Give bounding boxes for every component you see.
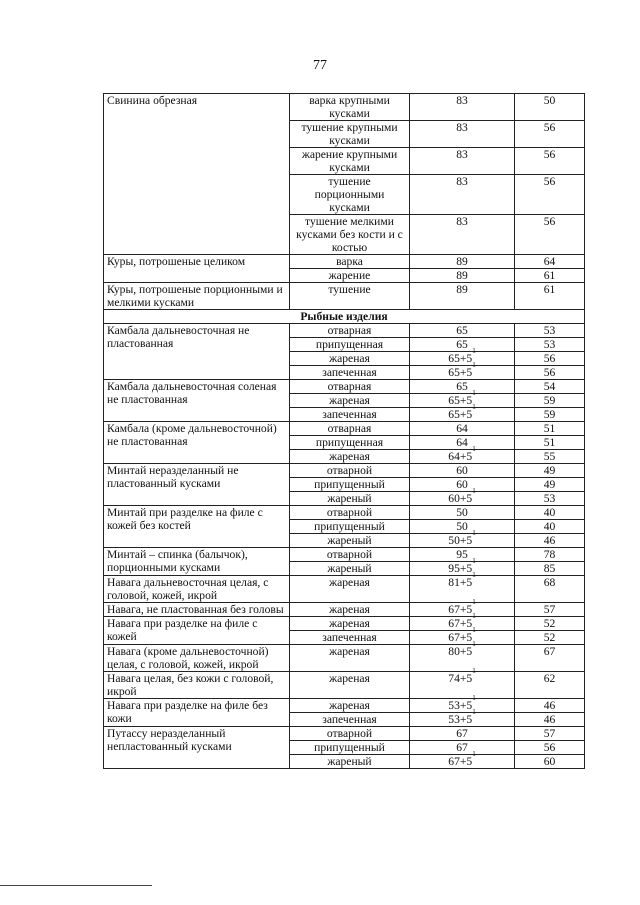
net-value-cell: 56: [515, 148, 585, 175]
gross-value: 53+5: [448, 713, 473, 726]
footnote-mark: 1: [472, 389, 476, 397]
gross-value-cell: [410, 520, 515, 534]
product-cell: Навага при разделке на филе с кожей: [104, 617, 290, 645]
cooking-method-cell: жареная: [290, 394, 410, 408]
gross-value: 67+5: [448, 603, 473, 616]
net-value-cell: 53: [515, 338, 585, 352]
section-title: Рыбные изделия: [104, 310, 585, 324]
gross-value: 50+5: [448, 534, 473, 547]
gross-value: 89: [456, 269, 468, 282]
net-value-cell: 50: [515, 94, 585, 121]
footnote-mark: 1: [472, 571, 476, 579]
cooking-method-cell: жареная: [290, 699, 410, 713]
net-value-cell: 40: [515, 520, 585, 534]
net-value-cell: 59: [515, 408, 585, 422]
footnote-mark: 1: [472, 529, 476, 537]
gross-value-cell: [410, 436, 515, 450]
gross-value-cell: [410, 694, 515, 713]
cooking-method-cell: жареный: [290, 755, 410, 769]
gross-value-cell: [410, 548, 515, 562]
gross-value-cell: [410, 215, 515, 255]
gross-value: 83: [456, 121, 468, 134]
gross-value: 67: [456, 727, 468, 740]
gross-value-cell: [410, 380, 515, 394]
product-cell: Камбала дальневосточная не пластованная: [104, 324, 290, 380]
footnote-mark: 1: [472, 612, 476, 620]
footnote-mark: 1: [472, 445, 476, 453]
product-cell: Куры, потрошеные целиком: [104, 255, 290, 283]
net-value-cell: 49: [515, 478, 585, 492]
gross-value-cell: [410, 640, 515, 672]
net-value-cell: 54: [515, 380, 585, 394]
yield-table: [103, 93, 585, 769]
gross-value: 67: [456, 741, 468, 754]
gross-value: 50: [456, 520, 468, 533]
cooking-method-cell: тушение мелкими кусками без кости и с костью: [290, 215, 410, 255]
cooking-method-cell: отварной: [290, 464, 410, 478]
table-row: [104, 672, 585, 699]
gross-value: 89: [456, 283, 468, 296]
cooking-method-cell: жареный: [290, 562, 410, 576]
footnote-mark: 1: [472, 557, 476, 565]
footnote-mark: 1: [472, 667, 476, 675]
product-cell: Путассу неразделанный непластованный кусками: [104, 727, 290, 769]
footnote-mark: 1: [472, 361, 476, 369]
yield-table-body: [104, 94, 585, 769]
cooking-method-cell: припущенная: [290, 338, 410, 352]
gross-value-cell: [410, 571, 515, 603]
net-value-cell: 85: [515, 562, 585, 576]
cooking-method-cell: жареная: [290, 576, 410, 603]
cooking-method-cell: тушение порционными кусками: [290, 175, 410, 215]
gross-value-cell: [410, 283, 515, 310]
cooking-method-cell: припущенный: [290, 478, 410, 492]
gross-value-cell: [410, 708, 515, 727]
net-value-cell: 56: [515, 215, 585, 255]
gross-value: 80+5: [448, 645, 473, 658]
footnote-mark: 1: [472, 708, 476, 716]
gross-value-cell: [410, 269, 515, 283]
net-value-cell: 56: [515, 741, 585, 755]
gross-value: 65+5: [448, 352, 473, 365]
net-value-cell: 68: [515, 576, 585, 603]
net-value-cell: 46: [515, 534, 585, 548]
cooking-method-cell: жареный: [290, 534, 410, 548]
table-row: [104, 422, 585, 436]
net-value-cell: 57: [515, 727, 585, 741]
gross-value-cell: [410, 727, 515, 741]
product-cell: Навага при разделке на филе без кожи: [104, 699, 290, 727]
gross-value-cell: [410, 598, 515, 617]
gross-value: 95: [456, 548, 468, 561]
footnote-rule: [0, 885, 152, 886]
gross-value: 60+5: [448, 492, 473, 505]
gross-value-cell: [410, 464, 515, 478]
gross-value: 64+5: [448, 450, 473, 463]
gross-value: 67+5: [448, 631, 473, 644]
gross-value-cell: [410, 478, 515, 492]
footnote-mark: 1: [472, 403, 476, 411]
gross-value-cell: [410, 347, 515, 366]
gross-value-cell: [410, 626, 515, 645]
gross-value-cell: [410, 389, 515, 408]
net-value-cell: 56: [515, 121, 585, 148]
product-cell: Куры, потрошеные порционными и мелкими кусками: [104, 283, 290, 310]
product-cell: Навага (кроме дальневосточной) целая, с головой, кожей, икрой: [104, 645, 290, 672]
gross-value: 67+5: [448, 617, 473, 630]
net-value-cell: 46: [515, 699, 585, 713]
gross-value-cell: [410, 487, 515, 506]
gross-value: 65: [456, 324, 468, 337]
cooking-method-cell: отварной: [290, 727, 410, 741]
cooking-method-cell: тушение: [290, 283, 410, 310]
table-row: [104, 699, 585, 713]
product-cell: Минтай – спинка (балычок), порционными кусками: [104, 548, 290, 576]
net-value-cell: 51: [515, 436, 585, 450]
cooking-method-cell: запеченная: [290, 713, 410, 727]
net-value-cell: 57: [515, 603, 585, 617]
table-row: [104, 255, 585, 269]
net-value-cell: 59: [515, 394, 585, 408]
net-value-cell: 56: [515, 175, 585, 215]
product-cell: Свинина обрезная: [104, 94, 290, 255]
net-value-cell: 53: [515, 324, 585, 338]
section-header-row: [104, 310, 585, 324]
product-cell: Навага целая, без кожи с головой, икрой: [104, 672, 290, 699]
gross-value: 53+5: [448, 699, 473, 712]
table-row: [104, 548, 585, 562]
gross-value: 50: [456, 506, 468, 519]
gross-value: 64: [456, 422, 468, 435]
table-row: [104, 617, 585, 631]
gross-value-cell: [410, 506, 515, 520]
net-value-cell: 56: [515, 352, 585, 366]
table-row: [104, 94, 585, 121]
gross-value-cell: [410, 121, 515, 148]
table-row: [104, 324, 585, 338]
product-cell: Минтай неразделанный не пластованный кусками: [104, 464, 290, 506]
gross-value: 60: [456, 464, 468, 477]
gross-value: 83: [456, 215, 468, 228]
gross-value: 89: [456, 255, 468, 268]
cooking-method-cell: жарение: [290, 269, 410, 283]
footnote-mark: 1: [472, 626, 476, 634]
product-cell: Навага, не пластованная без головы: [104, 603, 290, 617]
cooking-method-cell: отварная: [290, 324, 410, 338]
gross-value-cell: [410, 94, 515, 121]
net-value-cell: 49: [515, 464, 585, 478]
product-cell: Навага дальневосточная целая, с головой, кожей, икрой: [104, 576, 290, 603]
gross-value-cell: [410, 750, 515, 769]
net-value-cell: 52: [515, 617, 585, 631]
gross-value-cell: [410, 612, 515, 631]
gross-value-cell: [410, 324, 515, 338]
gross-value-cell: [410, 445, 515, 464]
net-value-cell: 51: [515, 422, 585, 436]
table-row: [104, 645, 585, 672]
net-value-cell: 56: [515, 366, 585, 380]
net-value-cell: 67: [515, 645, 585, 672]
gross-value: 65+5: [448, 394, 473, 407]
cooking-method-cell: жарение крупными кусками: [290, 148, 410, 175]
cooking-method-cell: отварная: [290, 380, 410, 394]
footnote-mark: 1: [472, 598, 476, 606]
table-row: [104, 603, 585, 617]
gross-value: 74+5: [448, 672, 473, 685]
cooking-method-cell: жареная: [290, 352, 410, 366]
product-cell: Минтай при разделке на филе с кожей без костей: [104, 506, 290, 548]
gross-value-cell: [410, 361, 515, 380]
cooking-method-cell: припущенный: [290, 520, 410, 534]
cooking-method-cell: жареная: [290, 617, 410, 631]
gross-value: 60: [456, 478, 468, 491]
net-value-cell: 62: [515, 672, 585, 699]
gross-value: 67+5: [448, 755, 473, 768]
net-value-cell: 61: [515, 269, 585, 283]
cooking-method-cell: жареная: [290, 672, 410, 699]
gross-value-cell: [410, 529, 515, 548]
product-cell: Камбала дальневосточная соленая не пластованная: [104, 380, 290, 422]
table-row: [104, 727, 585, 741]
cooking-method-cell: отварной: [290, 506, 410, 520]
gross-value: 64: [456, 436, 468, 449]
cooking-method-cell: запеченная: [290, 366, 410, 380]
gross-value: 83: [456, 148, 468, 161]
page-number: 77: [313, 58, 327, 73]
cooking-method-cell: отварная: [290, 422, 410, 436]
cooking-method-cell: варка крупными кусками: [290, 94, 410, 121]
table-row: [104, 380, 585, 394]
gross-value: 65: [456, 338, 468, 351]
gross-value: 83: [456, 175, 468, 188]
net-value-cell: 55: [515, 450, 585, 464]
gross-value: 65+5: [448, 408, 473, 421]
footnote-mark: 1: [472, 750, 476, 758]
net-value-cell: 53: [515, 492, 585, 506]
gross-value: 81+5: [448, 576, 473, 589]
cooking-method-cell: запеченная: [290, 408, 410, 422]
gross-value-cell: [410, 557, 515, 576]
gross-value-cell: [410, 422, 515, 436]
net-value-cell: 60: [515, 755, 585, 769]
cooking-method-cell: жареная: [290, 603, 410, 617]
gross-value-cell: [410, 741, 515, 755]
gross-value-cell: [410, 255, 515, 269]
table-row: [104, 464, 585, 478]
gross-value-cell: [410, 403, 515, 422]
cooking-method-cell: жареная: [290, 450, 410, 464]
footnote-mark: 1: [472, 640, 476, 648]
net-value-cell: 78: [515, 548, 585, 562]
cooking-method-cell: жареная: [290, 645, 410, 672]
table-row: [104, 576, 585, 603]
gross-value-cell: [410, 175, 515, 215]
gross-value: 65+5: [448, 366, 473, 379]
net-value-cell: 52: [515, 631, 585, 645]
net-value-cell: 61: [515, 283, 585, 310]
table-row: [104, 506, 585, 520]
cooking-method-cell: припущенный: [290, 741, 410, 755]
product-cell: Камбала (кроме дальневосточной) не пластованная: [104, 422, 290, 464]
gross-value: 83: [456, 94, 468, 107]
gross-value-cell: [410, 338, 515, 352]
cooking-method-cell: варка: [290, 255, 410, 269]
gross-value: 65: [456, 380, 468, 393]
net-value-cell: 64: [515, 255, 585, 269]
net-value-cell: 40: [515, 506, 585, 520]
gross-value: 95+5: [448, 562, 473, 575]
gross-value-cell: [410, 148, 515, 175]
gross-value-cell: [410, 667, 515, 699]
cooking-method-cell: припущенная: [290, 436, 410, 450]
cooking-method-cell: запеченная: [290, 631, 410, 645]
footnote-mark: 1: [472, 487, 476, 495]
cooking-method-cell: отварной: [290, 548, 410, 562]
net-value-cell: 46: [515, 713, 585, 727]
cooking-method-cell: тушение крупными кусками: [290, 121, 410, 148]
footnote-mark: 1: [472, 694, 476, 702]
table-row: [104, 283, 585, 310]
cooking-method-cell: жареный: [290, 492, 410, 506]
footnote-mark: 1: [472, 347, 476, 355]
